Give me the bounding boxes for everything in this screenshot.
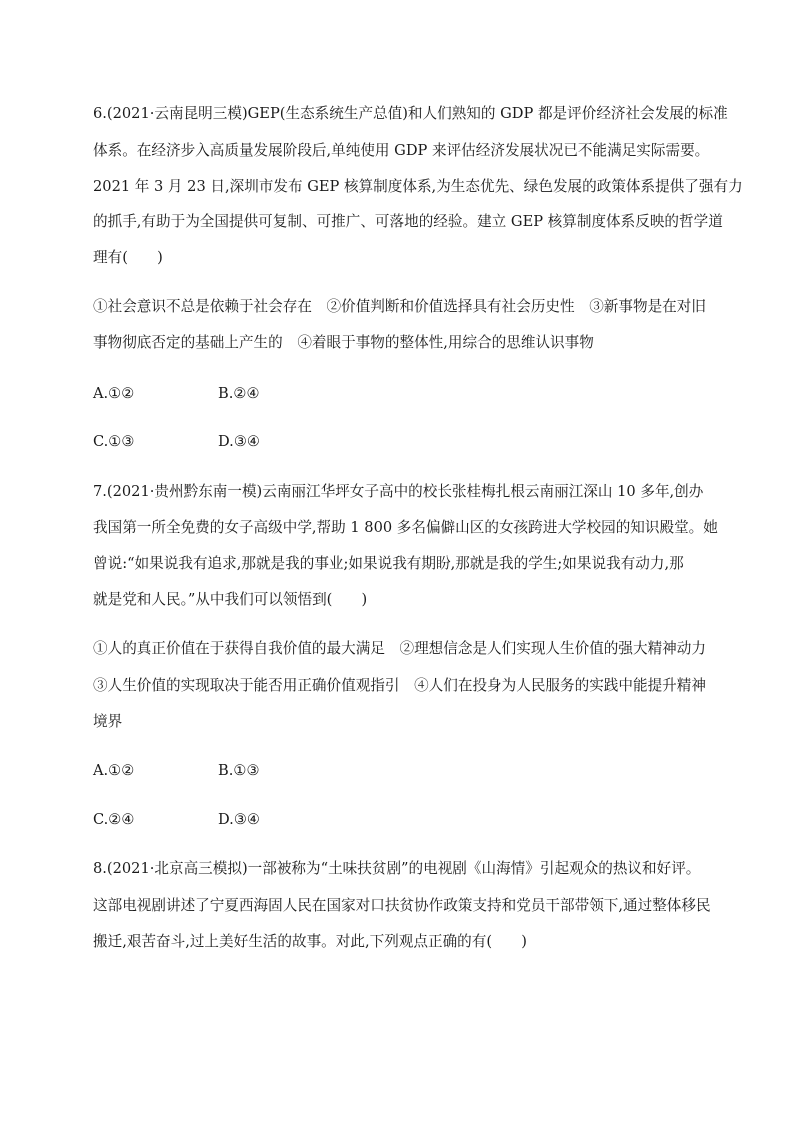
q6-stem-line-5: 理有( ) [93,249,163,266]
q6-option-a: A.①② [93,385,135,402]
q7-option-a: A.①② [93,762,135,779]
q6-stem-line-4: 的抓手,有助于为全国提供可复制、可推广、可落地的经验。建立 GEP 核算制度体系反映的哲学道 [93,213,723,230]
q7-statements-line-3: 境界 [93,713,123,730]
q6-stem-line-1: 6.(2021·云南昆明三模)GEP(生态系统生产总值)和人们熟知的 GDP 都是评价经济社会发展的标准 [93,105,728,122]
q7-option-b: B.①③ [218,762,260,779]
q7-option-d: D.③④ [218,811,260,828]
q7-stem-line-2: 我国第一所全免费的女子高级中学,帮助 1 800 多名偏僻山区的女孩跨进大学校园的知识殿堂。她 [93,519,718,536]
q6-option-c: C.①③ [93,433,135,450]
q7-option-c: C.②④ [93,811,135,828]
q6-option-b: B.②④ [218,385,260,402]
q6-statements-line-2: 事物彻底否定的基础上产生的 ④着眼于事物的整体性,用综合的思维认识事物 [93,334,594,351]
q8-stem-line-3: 搬迁,艰苦奋斗,过上美好生活的故事。对此,下列观点正确的有( ) [93,933,527,950]
q7-stem-line-3: 曾说:“如果说我有追求,那就是我的事业;如果说我有期盼,那就是我的学生;如果说我有动力,那 [93,555,684,572]
q7-statements-line-2: ③人生价值的实现取决于能否用正确价值观指引 ④人们在投身为人民服务的实践中能提升精神 [93,677,706,694]
q8-stem-line-1: 8.(2021·北京高三模拟)一部被称为“土味扶贫剧”的电视剧《山海情》引起观众的热议和好评。 [93,860,701,877]
q7-statements-line-1: ①人的真正价值在于获得自我价值的最大满足 ②理想信念是人们实现人生价值的强大精神动力 [93,640,706,657]
q6-option-d: D.③④ [218,433,260,450]
q6-statements-line-1: ①社会意识不总是依赖于社会存在 ②价值判断和价值选择具有社会历史性 ③新事物是在对旧 [93,298,706,315]
q7-stem-line-1: 7.(2021·贵州黔东南一模)云南丽江华坪女子高中的校长张桂梅扎根云南丽江深山 10 多年,创办 [93,483,704,500]
q6-stem-line-2: 体系。在经济步入高质量发展阶段后,单纯使用 GDP 来评估经济发展状况已不能满足实际需要。 [93,142,710,159]
q6-stem-line-3: 2021 年 3 月 23 日,深圳市发布 GEP 核算制度体系,为生态优先、绿色发展的政策体系提供了强有力 [93,178,743,195]
q8-stem-line-2: 这部电视剧讲述了宁夏西海固人民在国家对口扶贫协作政策支持和党员干部带领下,通过整体移民 [93,897,711,914]
q7-stem-line-4: 就是党和人民。”从中我们可以领悟到( ) [93,591,368,608]
